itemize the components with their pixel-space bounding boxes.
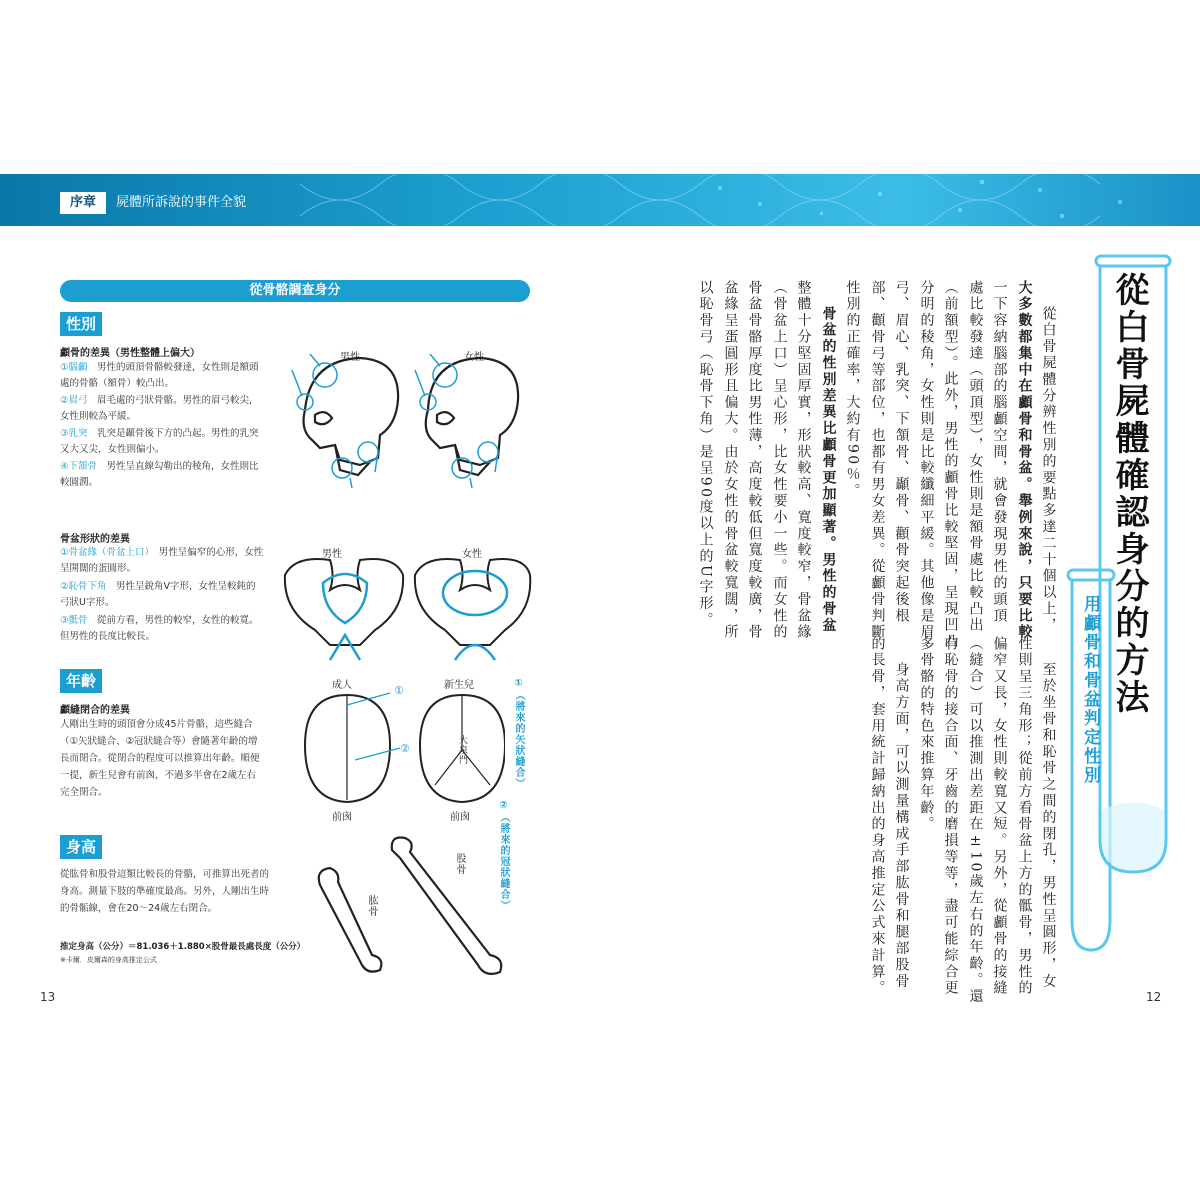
body-col-10-text: 骨盆的性別差異比顱骨更加顯著。男性的骨盆 bbox=[820, 306, 837, 634]
body-lower-col-5: 有恥骨的接合面、牙齒的磨損等等，盡可能綜合更 bbox=[942, 636, 959, 997]
pelvis-item-3 bbox=[60, 613, 265, 645]
body-col-6: 分明的稜角，女性則是比較纖細平緩。其他像是眉 bbox=[918, 280, 935, 641]
front-fontanelle-label-b: 前囪 bbox=[450, 812, 470, 823]
skull-item-1-text: 男性的頭頂骨骼較發達，女性則是額頭處的骨骼（額骨）較凸出。 bbox=[60, 362, 259, 389]
pelvis-item-2-key: ②恥骨下角 bbox=[60, 581, 107, 592]
skull-item-1 bbox=[60, 360, 265, 392]
pelvis-item-2 bbox=[60, 579, 265, 611]
adult-label: 成人 bbox=[332, 680, 352, 691]
body-col-10 bbox=[816, 306, 841, 634]
age-text: 人剛出生時的頭頂會分成45片骨骼，這些縫合（①矢狀縫合、②冠狀縫合等）會隨著年齡的增長而閉合。從閉合的程度可以推算出年齡。順便一提，新生兒會有前囪，不過多半會在2歲左右完全閉合。 bbox=[60, 719, 260, 798]
pelvis-item-1 bbox=[60, 545, 265, 577]
skull-item-3 bbox=[60, 426, 265, 458]
newborn-label: 新生兒 bbox=[444, 680, 474, 691]
height-text: 從肱骨和股骨這類比較長的骨骼，可推算出死者的身高。測量下肢的準確度最高。另外，人剛出生時的骨骺線，會在20〜24歲左右閉合。 bbox=[60, 869, 270, 914]
body-lower-col-3: 偏窄又長，女性則較寬又短。另外，從顱骨的接縫 bbox=[991, 636, 1008, 997]
body-lower-col-1: 至於坐骨和恥骨之間的閉孔，男性呈圓形，女 bbox=[1040, 662, 1057, 990]
sagittal-future-label: ①（將來的矢狀縫合） bbox=[513, 678, 524, 789]
pelvis-male-label: 男性 bbox=[322, 549, 342, 560]
suture-marker-1: ① bbox=[394, 684, 404, 697]
skull-item-1-key: ①腦顱 bbox=[60, 362, 88, 373]
pelvis-item-3-text: 從前方看，男性的較窄，女性的較寬。但男性的長度比較長。 bbox=[60, 615, 259, 642]
body-lower-col-2: 性則呈三角形；從前方看骨盆上方的骶骨，男性的 bbox=[1016, 636, 1033, 997]
pelvis-figure bbox=[275, 535, 535, 665]
body-col-9: 性別的正確率，大約有90％。 bbox=[844, 280, 861, 500]
pelvis-item-2-text: 男性呈銳角V字形，女性呈較鈍的弓狀U字形。 bbox=[60, 581, 256, 608]
body-col-12: （骨盆上口）呈心形，比女性要小一些。而女性的 bbox=[771, 280, 788, 641]
coronal-future-label: ②（將來的冠狀縫合） bbox=[498, 800, 509, 911]
fontanelle-inner-label: 大泉門 bbox=[457, 735, 467, 765]
skull-item-2-text: 眉毛處的弓狀骨骼。男性的眉弓較尖，女性則較為平緩。 bbox=[60, 395, 259, 422]
skull-item-2-key: ②眉弓 bbox=[60, 395, 88, 406]
section-tag-age: 年齡 bbox=[60, 669, 102, 693]
humerus-label: 肱骨 bbox=[366, 895, 377, 917]
skull-diff-title: 顱骨的差異（男性整體上偏大） bbox=[60, 348, 200, 359]
body-col-8: 部、顴骨弓等部位，也都有男女差異。從顱骨判斷 bbox=[869, 280, 886, 641]
page-number-right: 12 bbox=[1146, 990, 1162, 1004]
body-col-3: 一下容納腦部的腦顱空間，就會發現男性的頭頂 bbox=[991, 280, 1008, 625]
main-title: 從白骨屍體確認身分的方法 bbox=[1109, 272, 1149, 716]
body-col-2-text: 大多數都集中在顱骨和骨盆。舉例來說，只要比較 bbox=[1016, 280, 1033, 641]
skull-female-label: 女性 bbox=[464, 352, 484, 363]
body-col-7: 弓、眉心、乳突、下頷骨、顳骨、顴骨突起後根 bbox=[893, 280, 910, 625]
front-fontanelle-label-a: 前囪 bbox=[332, 812, 352, 823]
body-col-15: 以恥骨弓（恥骨下角）是呈90度以上的U字形。 bbox=[697, 280, 714, 629]
body-col-2 bbox=[1012, 280, 1037, 641]
section-banner: 從骨骼調查身分 bbox=[60, 280, 530, 302]
sub-heading: 用顱骨和骨盆判定性別 bbox=[1080, 595, 1100, 785]
skull-item-4-text: 男性呈直線勾勒出的稜角，女性則比較圓潤。 bbox=[60, 461, 259, 488]
suture-diff-title: 顱縫閉合的差異 bbox=[60, 705, 130, 716]
body-col-11: 整體十分堅固厚實，形狀較高、寬度較窄，骨盆緣 bbox=[795, 280, 812, 641]
pelvis-item-1-text: 男性呈偏窄的心形，女性呈開闊的蛋圓形。 bbox=[60, 547, 264, 574]
skull-item-2 bbox=[60, 393, 265, 425]
body-lower-col-4: （縫合）可以推測出差距在±10歲左右的年齡。還 bbox=[967, 636, 984, 1006]
section-tag-gender: 性別 bbox=[60, 312, 102, 336]
femur-label: 股骨 bbox=[454, 853, 465, 875]
chapter-tag: 序章 bbox=[60, 192, 106, 214]
skull-figure bbox=[280, 340, 530, 500]
body-col-4: 處比較發達（頭頂型），女性則是額骨處比較凸出 bbox=[967, 280, 984, 634]
pelvis-item-3-key: ③骶骨 bbox=[60, 615, 88, 626]
skull-item-4-key: ④下頷骨 bbox=[60, 461, 98, 472]
page-number-left: 13 bbox=[40, 990, 56, 1004]
body-col-5: （前額型）。此外，男性的顱骨比較堅固，呈現凹凸 bbox=[942, 280, 959, 651]
skull-item-4 bbox=[60, 459, 265, 491]
skull-male-label: 男性 bbox=[340, 352, 360, 363]
body-lower-col-6: 多骨骼的特色來推算年齡。 bbox=[918, 636, 935, 833]
section-tag-height: 身高 bbox=[60, 835, 102, 859]
skull-item-3-text: 乳突是顳骨後下方的凸起。男性的乳突又大又尖，女性則偏小。 bbox=[60, 428, 259, 455]
pelvis-female-label: 女性 bbox=[462, 549, 482, 560]
body-lower-col-7: 身高方面，可以測量構成手部肱骨和腿部股骨 bbox=[893, 662, 910, 990]
body-col-1: 從白骨屍體分辨性別的要點多達二十個以上， bbox=[1040, 306, 1057, 634]
body-col-14: 盆緣呈蛋圓形且偏大。由於女性的骨盆較寬闊，所 bbox=[722, 280, 739, 641]
chapter-title: 屍體所訴說的事件全貌 bbox=[116, 195, 247, 210]
pelvis-diff-title: 骨盆形狀的差異 bbox=[60, 534, 130, 545]
skull-item-3-key: ③乳突 bbox=[60, 428, 88, 439]
height-formula: 推定身高（公分）＝81.036＋1.880×股骨最長處長度（公分） bbox=[60, 942, 306, 952]
long-bones-figure bbox=[310, 830, 520, 980]
height-formula-note: ※卡爾．皮爾森的身高推定公式 bbox=[60, 956, 157, 964]
pelvis-item-1-key: ①骨盆緣（骨盆上口） bbox=[60, 547, 150, 558]
body-col-13: 骨盆骨骼厚度比男性薄，高度較低但寬度較廣，骨 bbox=[746, 280, 763, 641]
suture-marker-2: ② bbox=[400, 742, 410, 755]
body-lower-col-8: 的長骨，套用統計歸納出的身高推定公式來計算。 bbox=[869, 636, 886, 997]
